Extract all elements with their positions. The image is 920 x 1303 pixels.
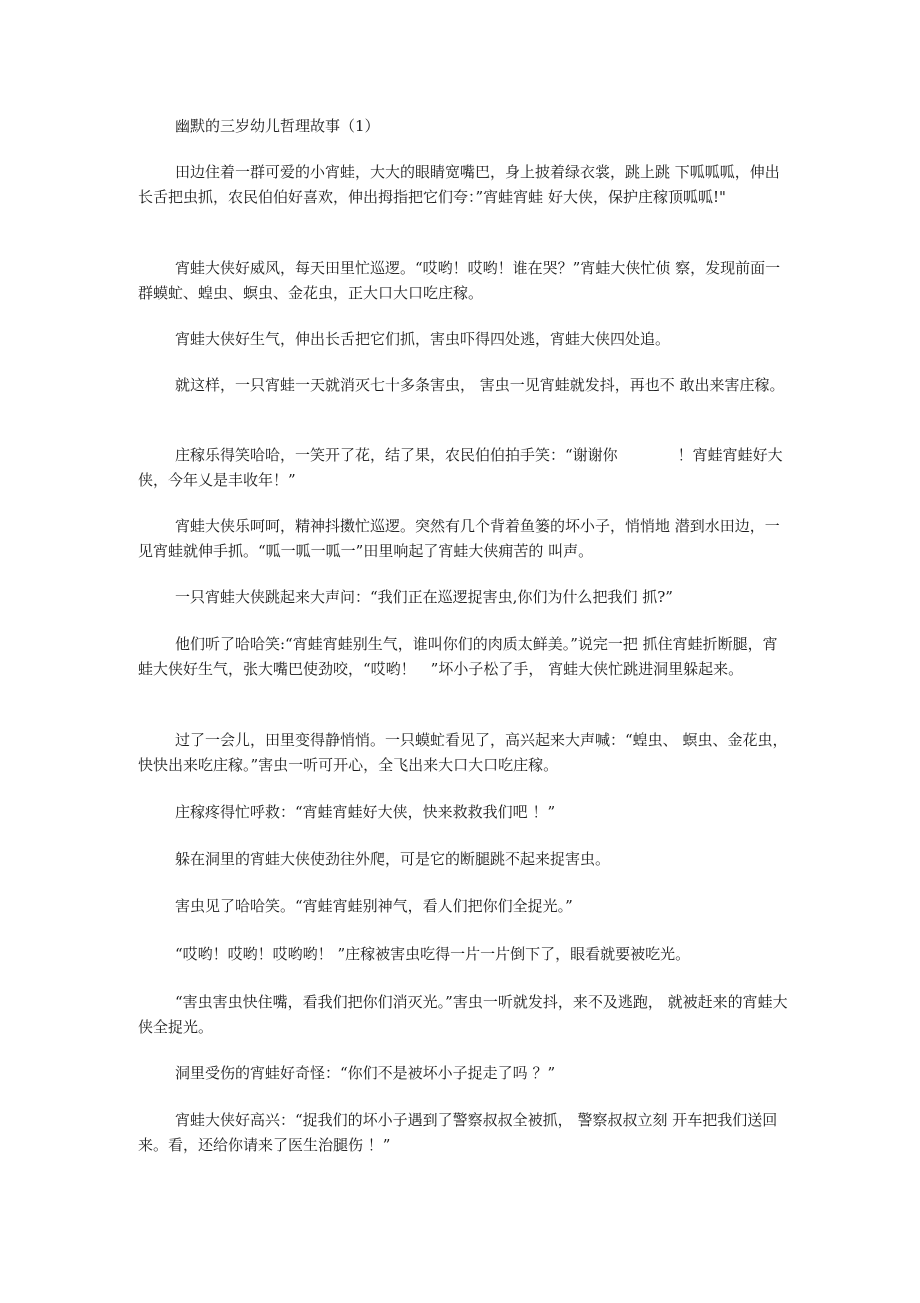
- paragraph-5: 庄稼乐得笑哈哈，一笑开了花，结了果，农民伯伯拍手笑：“谢谢你 ！宵蛙宵蛙好大侠，今年乂是丰收年！”: [138, 446, 783, 489]
- paragraph-10: 庄稼疼得忙呼救：“宵蛙宵蛙好大侠，快来救救我们吧 ！”: [175, 803, 556, 821]
- paragraph-13: “哎哟！哎哟！哎哟哟！ ”庄稼被害虫吃得一片一片倒下了，眼看就要被吃光。: [175, 945, 691, 963]
- paragraph-4: 就这样，一只宵蛙一天就消灭七十多条害虫， 害虫一见宵蛙就发抖，再也不 敢出来害庄稼。: [175, 376, 785, 394]
- document-title: 幽默的三岁幼儿哲理故事（1）: [175, 117, 380, 135]
- paragraph-9: 过了一会儿，田里变得静悄悄。一只蟆虻看见了，高兴起来大声喊：“蝗虫、 螟虫、金花虫，快快出来吃庄稼。”害虫一听可开心，全飞出来大口大口吃庄稼。: [138, 731, 788, 774]
- paragraph-6: 宵蛙大侠乐呵呵，精神抖擞忙巡逻。突然有几个背着鱼篓的坏小子，悄悄地 潜到水田边，一见宵蛙就伸手抓。“呱一呱一呱一”田里响起了宵蛙大侠痈苦的 叫声。: [138, 517, 780, 560]
- paragraph-14: “害虫害虫快住嘴，看我们把你们消灭光。”害虫一听就发抖，来不及逃跑， 就被赶来的宵蛙大侠全捉光。: [138, 993, 788, 1036]
- paragraph-3: 宵蛙大侠好生气，伸出长舌把它们抓，害虫吓得四处逃，宵蛙大侠四处追。: [175, 330, 671, 348]
- paragraph-8: 他们听了哈哈笑:“宵蛙宵蛙别生气，谁叫你们的肉质太鲜美。”说完一把 抓住宵蛙折断腿，宵蛙大侠好生气，张大嘴巴使劲咬，“哎哟！ ”坏小子松了手， 宵蛙大侠忙跳进洞里躲起来。: [138, 635, 778, 678]
- paragraph-1: 田边住着一群可爱的小宵蛙，大大的眼睛宽嘴巴，身上披着绿衣裳，跳上跳 下呱呱呱，伸出长舌把虫抓，农民伯伯好喜欢，伸出拇指把它们夸：”宵蛙宵蛙 好大侠，保护庄稼顶呱呱!": [138, 163, 780, 206]
- paragraph-2: 宵蛙大侠好威风，每天田里忙巡逻。“哎哟！哎哟！谁在哭？”宵蛙大侠忙侦 察，发现前面一群蟆虻、蝗虫、螟虫、金花虫，正大口大口吃庄稼。: [138, 259, 781, 302]
- paragraph-15: 洞里受伤的宵蛙好奇怪：“你们不是被坏小子捉走了吗 ？”: [175, 1064, 556, 1082]
- paragraph-16: 宵蛙大侠好高兴：“捉我们的坏小子遇到了警察叔叔全被抓， 警察叔叔立刻 开车把我们送回来。看，还给你请来了医生治腿伤 ！”: [138, 1111, 778, 1154]
- paragraph-11: 躲在洞里的宵蛙大侠使劲往外爬，可是它的断腿跳不起来捉害虫。: [175, 850, 611, 868]
- paragraph-7: 一只宵蛙大侠跳起来大声问：“我们正在巡逻捉害虫,你们为什么把我们 抓?”: [175, 588, 673, 606]
- paragraph-12: 害虫见了哈哈笑。“宵蛙宵蛙别神气，看人们把你们全捉光。”: [175, 897, 573, 915]
